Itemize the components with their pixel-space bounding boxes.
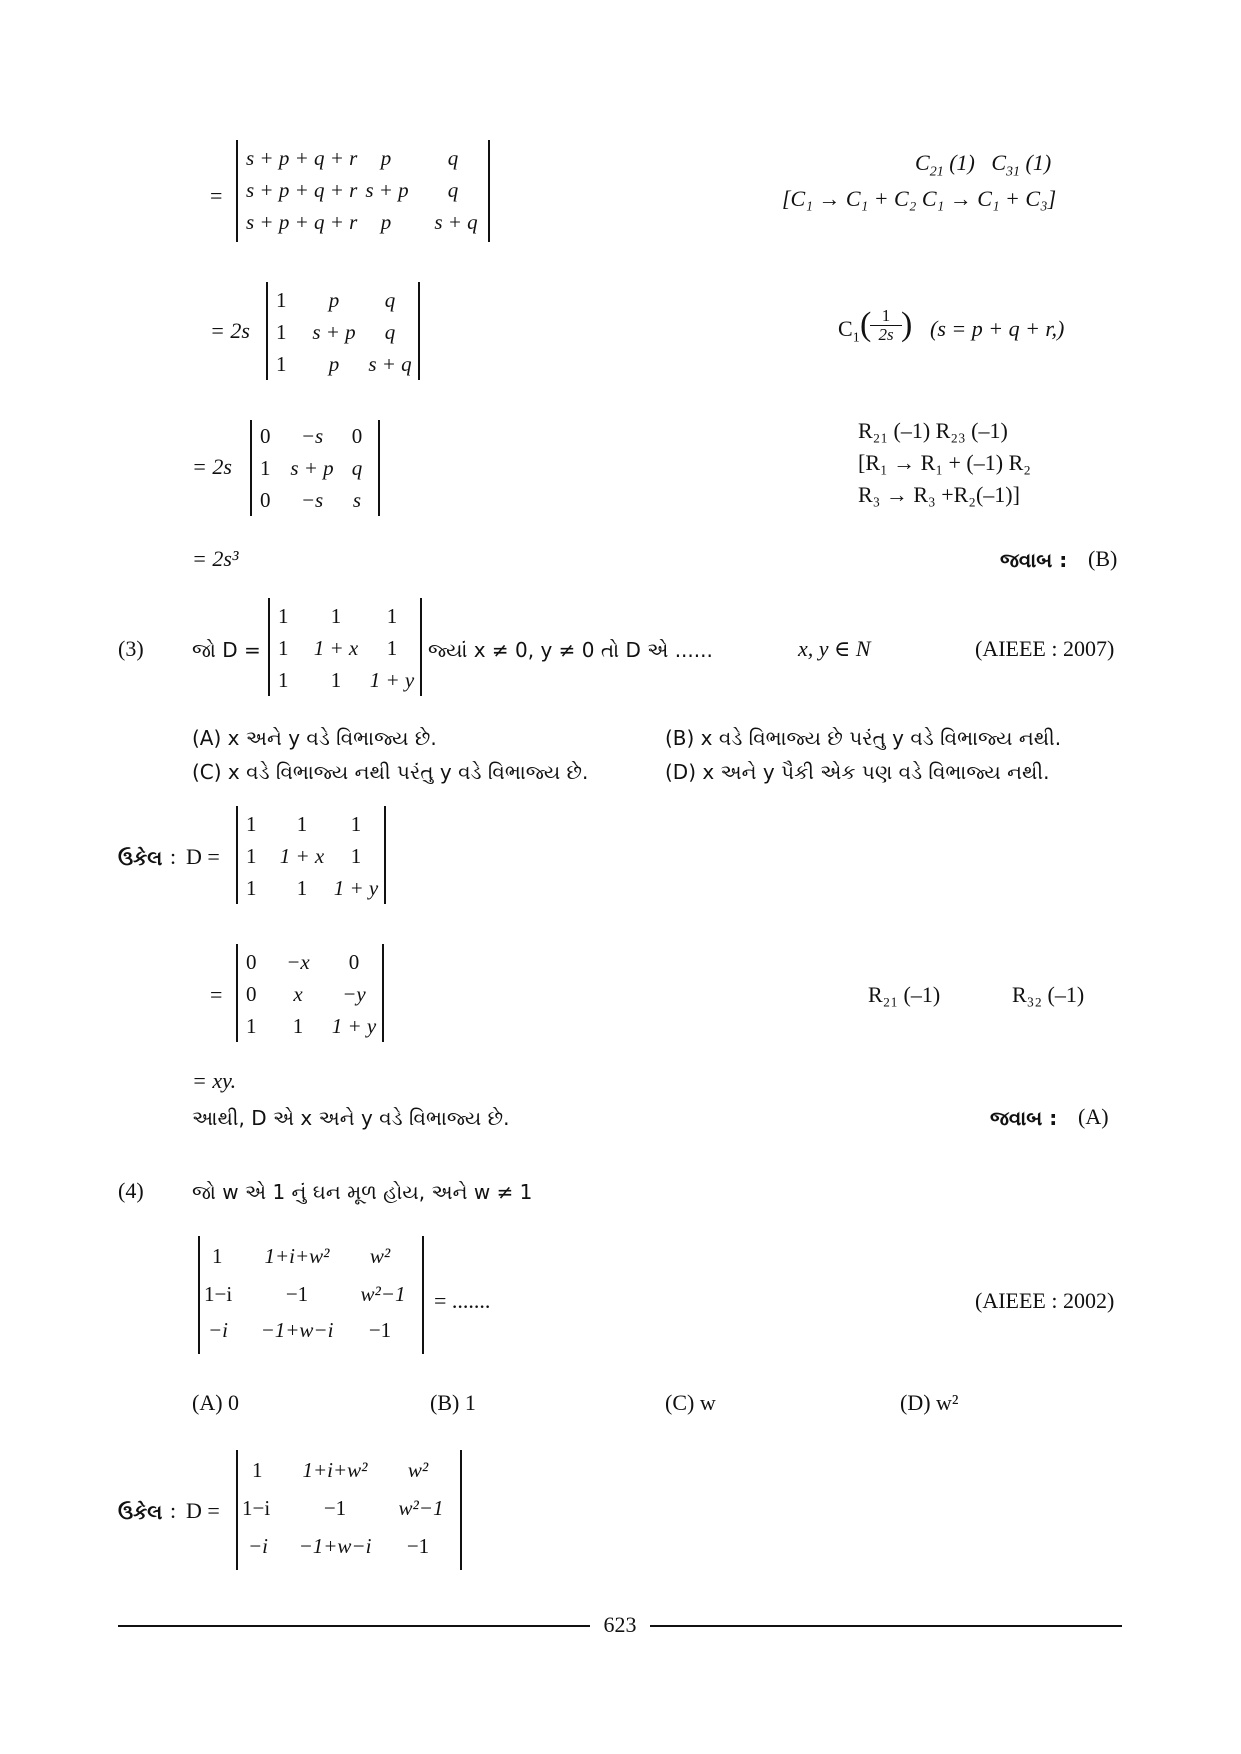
cell: 0 bbox=[351, 424, 363, 448]
cell: −1 bbox=[323, 1496, 347, 1520]
determinant-solution-4 bbox=[236, 1450, 462, 1570]
option-a: (A) 0 bbox=[192, 1390, 240, 1415]
cell: 1 bbox=[350, 812, 362, 836]
paren-right: ) bbox=[901, 306, 913, 343]
cell: 1 bbox=[246, 1014, 257, 1038]
cell: 1 + y bbox=[369, 668, 415, 692]
cell: s + p bbox=[312, 320, 356, 344]
equals-sign: = bbox=[210, 982, 223, 1007]
result: = 2s³ bbox=[192, 546, 239, 571]
operation-note: $C_1$ bbox=[838, 316, 860, 346]
operation-note: [R₁ → R₁ + (–1) R₂ bbox=[858, 450, 1031, 475]
cell: p bbox=[380, 210, 392, 234]
cell: −1+w−i bbox=[298, 1534, 372, 1558]
option-d: (D) w² bbox=[900, 1390, 959, 1415]
cell: p bbox=[328, 288, 340, 312]
cell: w²−1 bbox=[360, 1282, 406, 1306]
operation-note: [C₁ → C₁ + C₂ C₁ → C₁ + C₃] bbox=[782, 186, 1057, 211]
footer-rule-left bbox=[118, 1625, 590, 1627]
equals-blank: = ....... bbox=[434, 1288, 491, 1313]
cell: 0 bbox=[246, 982, 257, 1006]
cell: −1+w−i bbox=[260, 1318, 334, 1342]
cell: s + q bbox=[368, 352, 412, 376]
cell: 0 bbox=[348, 950, 360, 974]
cell: −1 bbox=[406, 1534, 430, 1558]
cell: 1+i+w² bbox=[302, 1458, 368, 1482]
solution-prefix: D = bbox=[186, 844, 220, 869]
cell: −i bbox=[248, 1534, 269, 1558]
cell: 1 bbox=[276, 288, 287, 312]
cell: w² bbox=[369, 1244, 391, 1268]
determinant-q3 bbox=[268, 598, 422, 696]
cell: −s bbox=[300, 424, 324, 448]
conclusion: આથી, D એ x અને y વડે વિભાજ્ય છે. bbox=[192, 1106, 510, 1130]
cell: x bbox=[293, 982, 303, 1006]
question-source: (AIEEE : 2002) bbox=[975, 1288, 1115, 1313]
operation-note: $C_{21}$ (1) $C_{31}$ (1) bbox=[915, 150, 1052, 180]
cell: −1 bbox=[368, 1318, 392, 1342]
fraction: 1 2s bbox=[870, 307, 902, 344]
solution-colon: : bbox=[170, 844, 177, 869]
operation-note: R₃₂ (–1) bbox=[1012, 982, 1085, 1007]
question-number: (3) bbox=[118, 636, 144, 661]
question-stem: જો w એ 1 નું ઘન મૂળ હોય, અને w ≠ 1 bbox=[192, 1180, 533, 1204]
cell: 1+i+w² bbox=[264, 1244, 330, 1268]
equals-two-s: = 2s bbox=[210, 318, 250, 343]
cell: q bbox=[351, 456, 363, 480]
question-domain: x, y ∈ N bbox=[798, 636, 871, 661]
answer-label: જવાબ : bbox=[990, 1106, 1058, 1130]
solution-prefix: D = bbox=[186, 1498, 220, 1523]
cell: 1 bbox=[386, 604, 398, 628]
cell: 1 bbox=[386, 636, 398, 660]
determinant-3 bbox=[250, 420, 380, 516]
option-c: (C) x વડે વિભાજ્ય નથી પરંતુ y વડે વિભાજ્ય છે. bbox=[192, 760, 589, 784]
cell: −i bbox=[208, 1318, 229, 1342]
cell: 1 bbox=[260, 456, 271, 480]
page-number: 623 bbox=[603, 1612, 637, 1637]
determinant-solution-3b bbox=[236, 944, 384, 1042]
cell: 1 bbox=[292, 1014, 304, 1038]
cell: 1 bbox=[330, 604, 342, 628]
equals-two-s: = 2s bbox=[192, 454, 232, 479]
cell: p bbox=[328, 352, 340, 376]
cell: 1 bbox=[296, 812, 308, 836]
determinant-solution-3a bbox=[236, 806, 386, 904]
question-prefix: જો D = bbox=[192, 638, 261, 662]
cell: 1 bbox=[276, 320, 287, 344]
equals-sign: = bbox=[210, 183, 223, 208]
cell: q bbox=[447, 178, 459, 202]
determinant-q4 bbox=[198, 1236, 424, 1354]
cell: −y bbox=[342, 982, 366, 1006]
cell: q bbox=[447, 146, 459, 170]
cell: 1 bbox=[252, 1458, 263, 1482]
option-a: (A) x અને y વડે વિભાજ્ય છે. bbox=[192, 726, 437, 750]
cell: s + p bbox=[365, 178, 409, 202]
option-d: (D) x અને y પૈકી એક પણ વડે વિભાજ્ય નથી. bbox=[665, 760, 1050, 784]
cell: 1 bbox=[330, 668, 342, 692]
answer-label: જવાબ : bbox=[1000, 548, 1068, 572]
cell: 1 + x bbox=[313, 636, 359, 660]
option-b: (B) x વડે વિભાજ્ય છે પરંતુ y વડે વિભાજ્ય નથી. bbox=[665, 726, 1062, 750]
cell: q bbox=[384, 320, 396, 344]
operation-note: R₂₁ (–1) bbox=[868, 982, 941, 1007]
cell: −1 bbox=[285, 1282, 309, 1306]
question-source: (AIEEE : 2007) bbox=[975, 636, 1115, 661]
cell: 0 bbox=[260, 488, 271, 512]
cell: 1 bbox=[276, 352, 287, 376]
determinant-2 bbox=[266, 282, 420, 380]
cell: 1−i bbox=[204, 1282, 233, 1306]
cell: s + p + q + r bbox=[246, 178, 358, 202]
cell: 1−i bbox=[242, 1496, 271, 1520]
answer-value: (B) bbox=[1088, 546, 1118, 571]
cell: −s bbox=[300, 488, 324, 512]
cell: w²−1 bbox=[398, 1496, 444, 1520]
cell: s + p + q + r bbox=[246, 210, 358, 234]
cell: 1 bbox=[296, 876, 308, 900]
question-number: (4) bbox=[118, 1178, 144, 1203]
cell: 1 bbox=[246, 812, 257, 836]
cell: 1 bbox=[212, 1244, 223, 1268]
cell: s + p bbox=[290, 456, 334, 480]
cell: 1 + x bbox=[279, 844, 325, 868]
cell: 0 bbox=[260, 424, 271, 448]
cell: 1 bbox=[278, 636, 289, 660]
cell: −x bbox=[286, 950, 310, 974]
operation-note: R₂₁ (–1) R₂₃ (–1) bbox=[858, 418, 1008, 443]
cell: 1 + y bbox=[331, 1014, 377, 1038]
solution-label: ઉકેલ bbox=[118, 846, 163, 870]
cell: 1 bbox=[246, 876, 257, 900]
cell: 1 bbox=[278, 668, 289, 692]
option-c: (C) w bbox=[665, 1390, 716, 1415]
cell: q bbox=[384, 288, 396, 312]
answer-value: (A) bbox=[1078, 1104, 1109, 1129]
cell: s bbox=[352, 488, 362, 512]
question-condition: જ્યાં x ≠ 0, y ≠ 0 તો D એ ...... bbox=[428, 638, 713, 662]
result: = xy. bbox=[192, 1068, 237, 1093]
cell: 0 bbox=[246, 950, 257, 974]
operation-note: (s = p + q + r,) bbox=[930, 316, 1065, 341]
cell: 1 bbox=[246, 844, 257, 868]
cell: p bbox=[380, 146, 392, 170]
operation-note: R₃ → R₃ +R₂(–1)] bbox=[858, 482, 1020, 507]
solution-colon: : bbox=[170, 1498, 177, 1523]
paren-left: ( bbox=[860, 306, 872, 343]
cell: 1 bbox=[278, 604, 289, 628]
cell: 1 + y bbox=[333, 876, 379, 900]
cell: 1 bbox=[350, 844, 362, 868]
footer-rule-right bbox=[650, 1625, 1122, 1627]
determinant-1 bbox=[236, 140, 490, 242]
cell: s + q bbox=[434, 210, 478, 234]
cell: w² bbox=[407, 1458, 429, 1482]
cell: s + p + q + r bbox=[246, 146, 358, 170]
option-b: (B) 1 bbox=[430, 1390, 476, 1415]
solution-label: ઉકેલ bbox=[118, 1500, 163, 1524]
